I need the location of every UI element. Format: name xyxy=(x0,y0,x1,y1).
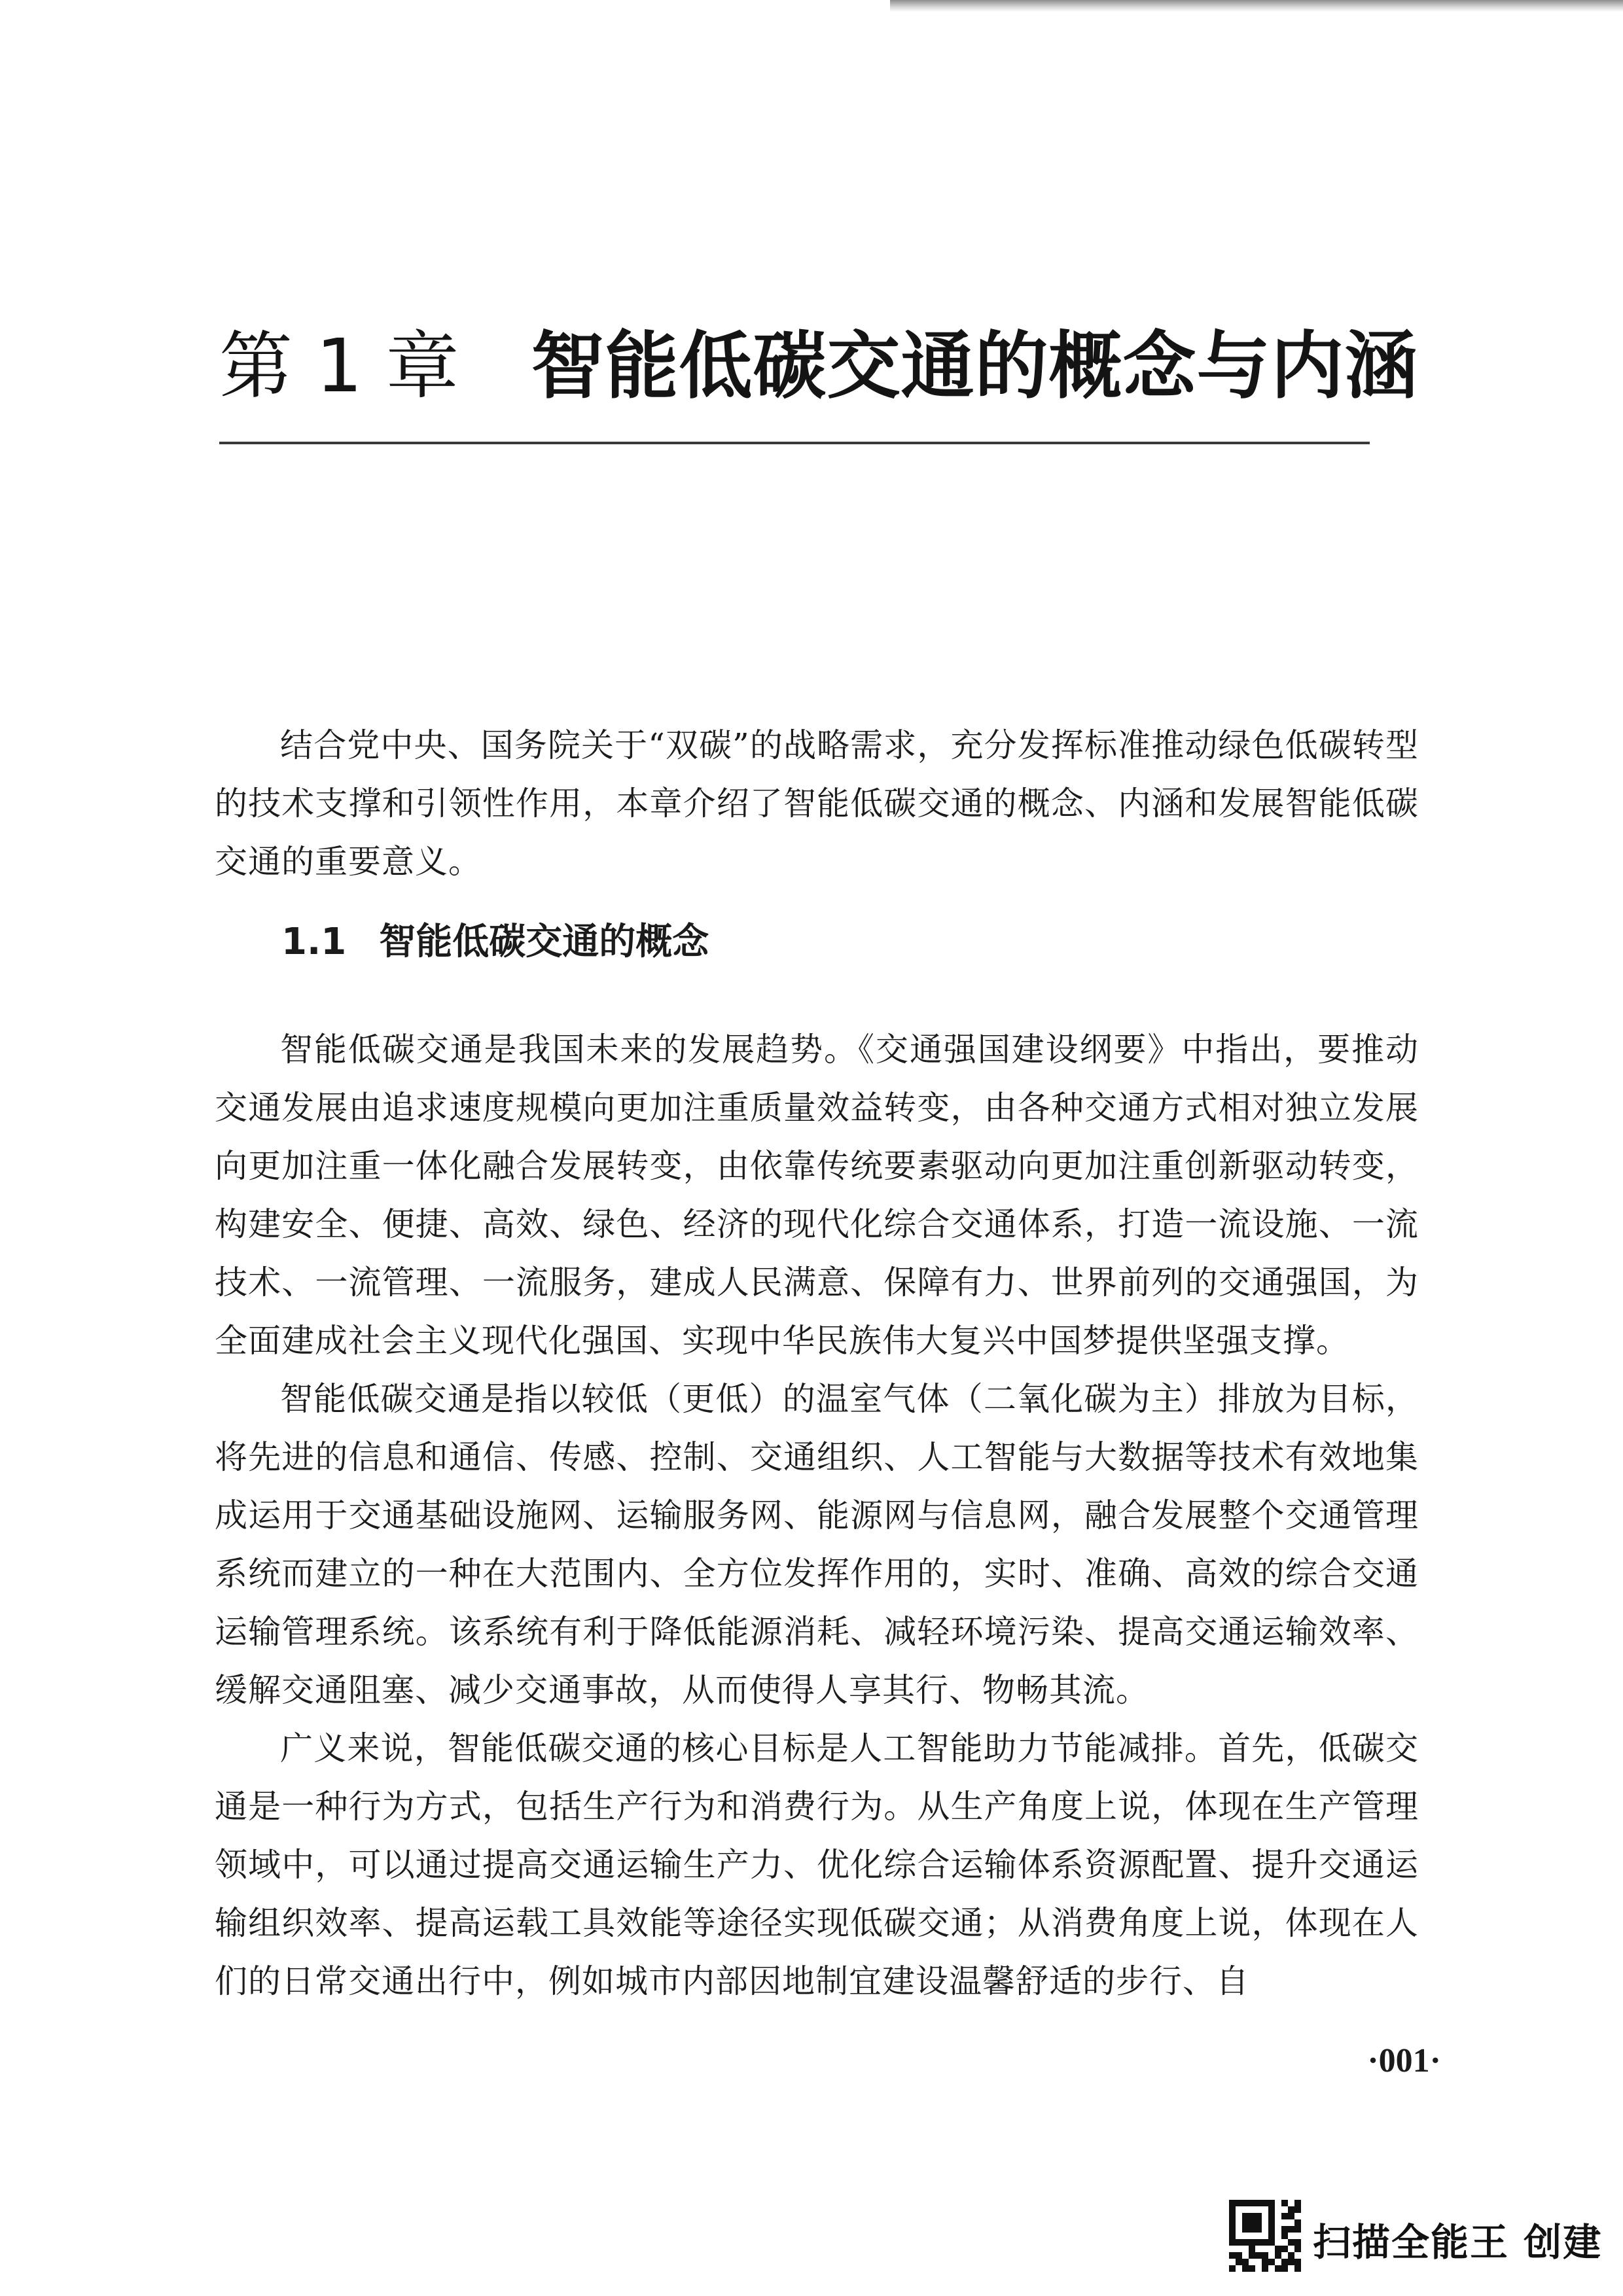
scanner-watermark xyxy=(1229,2200,1603,2278)
scan-edge-shadow xyxy=(890,0,1623,12)
chapter-title xyxy=(219,314,1419,419)
chapter-number: 第 1 章 xyxy=(219,324,459,409)
intro-paragraph: 结合党中央、国务院关于“双碳”的战略需求，充分发挥标准推动绿色低碳转型的技术支撑和引领性作用，本章介绍了智能低碳交通的概念、内涵和发展智能低碳交通的重要意义。 xyxy=(215,726,1419,881)
watermark-text: 扫描全能王 创建 xyxy=(1313,2220,1603,2265)
paragraph: 广义来说，智能低碳交通的核心目标是人工智能助力节能减排。首先，低碳交通是一种行为方式，包括生产行为和消费行为。从生产角度上说，体现在生产管理领域中，可以通过提高交通运输生产力、优化综合运输体系资源配置、提升交通运输组织效率、提高运载工具效能等途径实现低碳交通；从消费角度上说，体现在人们的日常交通出行中，例如城市内部因地制宜建设温馨舒适的步行、自 xyxy=(215,1729,1419,2000)
section-heading xyxy=(281,916,709,968)
paragraph: 智能低碳交通是我国未来的发展趋势。《交通强国建设纲要》中指出，要推动交通发展由追求速度规模向更加注重质量效益转变，由各种交通方式相对独立发展向更加注重一体化融合发展转变，由依靠传统要素驱动向更加注重创新驱动转变，构建安全、便捷、高效、绿色、经济的现代化综合交通体系，打造一流设施、一流技术、一流管理、一流服务，建成人民满意、保障有力、世界前列的交通强国，为全面建成社会主义现代化强国、实现中华民族伟大复兴中国梦提供坚强支撑。 xyxy=(215,1031,1419,1360)
title-divider xyxy=(219,442,1370,444)
chapter-name: 智能低碳交通的概念与内涵 xyxy=(531,324,1419,409)
paragraph: 智能低碳交通是指以较低（更低）的温室气体（二氧化碳为主）排放为目标，将先进的信息和通信、传感、控制、交通组织、人工智能与大数据等技术有效地集成运用于交通基础设施网、运输服务网、能源网与信息网，融合发展整个交通管理系统而建立的一种在大范围内、全方位发挥作用的，实时、准确、高效的综合交通运输管理系统。该系统有利于降低能源消耗、减轻环境污染、提高交通运输效率、缓解交通阻塞、减少交通事故，从而使得人享其行、物畅其流。 xyxy=(215,1380,1419,1709)
section-number: 1.1 xyxy=(281,921,347,963)
qr-code-icon xyxy=(1229,2200,1301,2272)
page-number: ·001· xyxy=(1367,2042,1441,2079)
section-title: 智能低碳交通的概念 xyxy=(379,921,709,963)
body-text xyxy=(215,1021,1419,2011)
